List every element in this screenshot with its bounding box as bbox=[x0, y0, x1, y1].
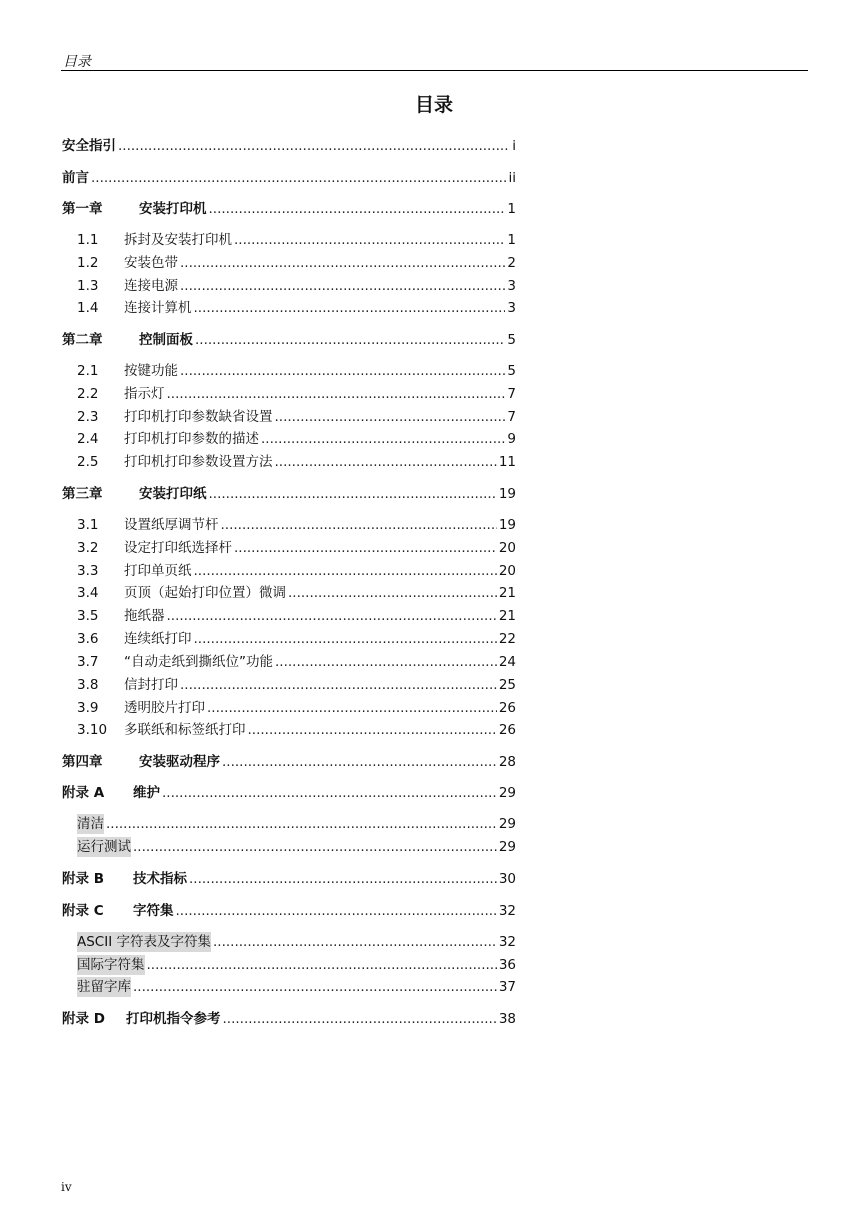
toc-dot-leader bbox=[106, 814, 497, 834]
toc-dot-leader bbox=[234, 230, 505, 250]
toc-entry-title: 连接计算机 bbox=[124, 300, 192, 316]
toc-entry-number: 3.2 bbox=[77, 540, 99, 556]
toc-dot-leader bbox=[180, 361, 505, 381]
toc-entry-title: 设置纸厚调节杆 bbox=[124, 517, 219, 533]
toc-entry-title: 前言 bbox=[62, 170, 89, 186]
toc-dot-leader bbox=[221, 515, 497, 535]
toc-entry-number: 附录 B bbox=[62, 871, 104, 887]
toc-entry-page: 29 bbox=[498, 816, 516, 832]
toc-entry-page: 19 bbox=[498, 486, 516, 502]
toc-entry-number: 2.4 bbox=[77, 431, 99, 447]
toc-entry-page: 26 bbox=[498, 722, 516, 738]
toc-dot-leader bbox=[209, 199, 506, 219]
toc-entry-page: 29 bbox=[498, 785, 516, 801]
toc-dot-leader bbox=[162, 783, 497, 803]
toc-entry-page: 5 bbox=[507, 363, 516, 379]
toc-entry[interactable] bbox=[62, 168, 516, 188]
toc-entry-title: 安装打印纸 bbox=[139, 486, 207, 502]
toc-entry-page: i bbox=[512, 138, 516, 154]
toc-entry-number: 附录 C bbox=[62, 903, 104, 919]
running-header: 目录 bbox=[63, 54, 91, 70]
toc-entry-number: 1.1 bbox=[77, 232, 99, 248]
toc-entry[interactable] bbox=[62, 869, 516, 889]
toc-entry-page: 5 bbox=[507, 332, 516, 348]
toc-dot-leader bbox=[248, 720, 497, 740]
header-rule bbox=[61, 70, 808, 71]
toc-dot-leader bbox=[180, 276, 505, 296]
toc-entry-page: 36 bbox=[498, 957, 516, 973]
toc-entry[interactable] bbox=[62, 484, 516, 504]
toc-entry-number: 3.4 bbox=[77, 585, 99, 601]
toc-entry[interactable] bbox=[62, 361, 516, 381]
toc-entry[interactable] bbox=[62, 298, 516, 318]
toc-dot-leader bbox=[275, 407, 506, 427]
toc-entry[interactable] bbox=[62, 136, 516, 156]
toc-entry[interactable] bbox=[62, 330, 516, 350]
toc-entry-title: 页顶（起始打印位置）微调 bbox=[124, 585, 286, 601]
toc-dot-leader bbox=[234, 538, 497, 558]
toc-entry[interactable] bbox=[62, 698, 516, 718]
toc-entry[interactable] bbox=[62, 720, 516, 740]
toc-entry[interactable] bbox=[62, 606, 516, 626]
toc-entry[interactable] bbox=[62, 932, 516, 952]
toc-entry-number: 2.1 bbox=[77, 363, 99, 379]
toc-entry[interactable] bbox=[62, 629, 516, 649]
toc-entry-page: 11 bbox=[498, 454, 516, 470]
toc-entry[interactable] bbox=[62, 253, 516, 273]
toc-entry-page: 25 bbox=[498, 677, 516, 693]
toc-entry[interactable] bbox=[62, 752, 516, 772]
toc-entry-title: 透明胶片打印 bbox=[124, 700, 205, 716]
toc-entry[interactable] bbox=[62, 538, 516, 558]
toc-entry-page: ii bbox=[508, 170, 516, 186]
toc-entry-number: 3.1 bbox=[77, 517, 99, 533]
toc-dot-leader bbox=[91, 168, 506, 188]
toc-entry-page: 9 bbox=[507, 431, 516, 447]
toc-entry[interactable] bbox=[62, 955, 516, 975]
toc-dot-leader bbox=[167, 606, 497, 626]
toc-entry-title: 字符集 bbox=[133, 903, 174, 919]
toc-entry-number: 1.3 bbox=[77, 278, 99, 294]
toc-entry-number: 1.2 bbox=[77, 255, 99, 271]
toc-dot-leader bbox=[194, 298, 506, 318]
toc-entry-title: “自动走纸到撕纸位”功能 bbox=[124, 654, 273, 670]
toc-entry-number: 2.5 bbox=[77, 454, 99, 470]
toc-dot-leader bbox=[261, 429, 505, 449]
toc-entry[interactable] bbox=[62, 652, 516, 672]
toc-entry[interactable] bbox=[62, 583, 516, 603]
toc-entry-number: 附录 D bbox=[62, 1011, 105, 1027]
toc-entry[interactable] bbox=[62, 515, 516, 535]
toc-entry-title: 清洁 bbox=[77, 816, 104, 832]
toc-entry-number: 3.3 bbox=[77, 563, 99, 579]
toc-entry-title: 打印机打印参数设置方法 bbox=[124, 454, 273, 470]
toc-entry-title: 安全指引 bbox=[62, 138, 116, 154]
toc-entry-page: 3 bbox=[507, 278, 516, 294]
toc-dot-leader bbox=[133, 977, 497, 997]
toc-dot-leader bbox=[207, 698, 497, 718]
footer-page-number: iv bbox=[61, 1180, 72, 1194]
toc-entry-number: 2.2 bbox=[77, 386, 99, 402]
toc-dot-leader bbox=[180, 253, 505, 273]
toc-entry-page: 26 bbox=[498, 700, 516, 716]
toc-entry-title: 维护 bbox=[133, 785, 160, 801]
toc-entry-page: 38 bbox=[498, 1011, 516, 1027]
toc-entry-page: 7 bbox=[507, 409, 516, 425]
toc-entry-title: 拆封及安装打印机 bbox=[124, 232, 232, 248]
toc-dot-leader bbox=[176, 901, 497, 921]
toc-entry-page: 1 bbox=[507, 232, 516, 248]
toc-entry-title: ASCII 字符表及字符集 bbox=[77, 934, 211, 950]
toc-entry-number: 2.3 bbox=[77, 409, 99, 425]
toc-entry-title: 安装色带 bbox=[124, 255, 178, 271]
toc-entry-page: 28 bbox=[498, 754, 516, 770]
toc-entry[interactable] bbox=[62, 276, 516, 296]
toc-entry[interactable] bbox=[62, 901, 516, 921]
toc-entry-number: 3.10 bbox=[77, 722, 108, 738]
toc-entry-number: 第四章 bbox=[62, 754, 103, 770]
toc-dot-leader bbox=[189, 869, 497, 889]
toc-entry-page: 1 bbox=[507, 201, 516, 217]
toc-entry-title: 指示灯 bbox=[124, 386, 165, 402]
toc-dot-leader bbox=[195, 330, 505, 350]
toc-entry-title: 连续纸打印 bbox=[124, 631, 192, 647]
toc-entry-page: 32 bbox=[498, 934, 516, 950]
toc-entry-page: 20 bbox=[498, 540, 516, 556]
toc-dot-leader bbox=[223, 1009, 497, 1029]
toc-dot-leader bbox=[133, 837, 497, 857]
toc-entry-title: 按键功能 bbox=[124, 363, 178, 379]
toc-entry-number: 3.5 bbox=[77, 608, 99, 624]
toc-entry[interactable] bbox=[62, 1009, 516, 1029]
toc-entry-title: 多联纸和标签纸打印 bbox=[124, 722, 246, 738]
toc-entry-number: 3.6 bbox=[77, 631, 99, 647]
toc-entry-number: 第一章 bbox=[62, 201, 103, 217]
toc-entry-title: 控制面板 bbox=[139, 332, 193, 348]
toc-entry-title: 技术指标 bbox=[133, 871, 187, 887]
toc-entry-page: 21 bbox=[498, 585, 516, 601]
toc-entry-title: 信封打印 bbox=[124, 677, 178, 693]
toc-entry[interactable] bbox=[62, 561, 516, 581]
toc-dot-leader bbox=[275, 652, 497, 672]
toc-entry-title: 打印单页纸 bbox=[124, 563, 192, 579]
toc-entry-page: 30 bbox=[498, 871, 516, 887]
toc-entry-title: 国际字符集 bbox=[77, 957, 145, 973]
toc-entry[interactable] bbox=[62, 675, 516, 695]
toc-dot-leader bbox=[288, 583, 497, 603]
toc-entry-title: 打印机打印参数的描述 bbox=[124, 431, 259, 447]
page-title: 目录 bbox=[414, 94, 453, 116]
toc-entry-page: 2 bbox=[507, 255, 516, 271]
toc-entry-page: 21 bbox=[498, 608, 516, 624]
toc-entry[interactable] bbox=[62, 452, 516, 472]
toc-dot-leader bbox=[222, 752, 497, 772]
toc-dot-leader bbox=[213, 932, 497, 952]
toc-entry-number: 1.4 bbox=[77, 300, 99, 316]
toc-entry-title: 驻留字库 bbox=[77, 979, 131, 995]
toc-entry-page: 19 bbox=[498, 517, 516, 533]
toc-entry-title: 打印机指令参考 bbox=[126, 1011, 221, 1027]
toc-dot-leader bbox=[167, 384, 506, 404]
toc-entry-page: 22 bbox=[498, 631, 516, 647]
toc-entry-page: 3 bbox=[507, 300, 516, 316]
toc-entry-title: 运行测试 bbox=[77, 839, 131, 855]
toc-entry-number: 3.9 bbox=[77, 700, 99, 716]
toc-entry-title: 打印机打印参数缺省设置 bbox=[124, 409, 273, 425]
toc-entry-title: 安装打印机 bbox=[139, 201, 207, 217]
toc-entry-page: 32 bbox=[498, 903, 516, 919]
toc-entry-number: 3.8 bbox=[77, 677, 99, 693]
toc-entry[interactable] bbox=[62, 384, 516, 404]
toc-entry[interactable] bbox=[62, 977, 516, 997]
toc-entry[interactable] bbox=[62, 783, 516, 803]
toc-entry-title: 拖纸器 bbox=[124, 608, 165, 624]
toc-entry[interactable] bbox=[62, 407, 516, 427]
toc-entry[interactable] bbox=[62, 230, 516, 250]
toc-dot-leader bbox=[194, 561, 497, 581]
toc-entry[interactable] bbox=[62, 814, 516, 834]
toc-entry-number: 第三章 bbox=[62, 486, 103, 502]
toc-entry-number: 3.7 bbox=[77, 654, 99, 670]
toc-entry-title: 设定打印纸选择杆 bbox=[124, 540, 232, 556]
toc-entry-page: 37 bbox=[498, 979, 516, 995]
toc-entry-page: 24 bbox=[498, 654, 516, 670]
toc-entry-title: 安装驱动程序 bbox=[139, 754, 220, 770]
toc-entry-page: 29 bbox=[498, 839, 516, 855]
toc-entry-title: 连接电源 bbox=[124, 278, 178, 294]
toc-dot-leader bbox=[147, 955, 497, 975]
toc-dot-leader bbox=[275, 452, 497, 472]
toc-entry[interactable] bbox=[62, 837, 516, 857]
toc-entry-number: 附录 A bbox=[62, 785, 105, 801]
toc-entry-number: 第二章 bbox=[62, 332, 103, 348]
toc-dot-leader bbox=[118, 136, 510, 156]
toc-dot-leader bbox=[209, 484, 497, 504]
toc-entry-page: 20 bbox=[498, 563, 516, 579]
toc-dot-leader bbox=[180, 675, 497, 695]
toc-entry-page: 7 bbox=[507, 386, 516, 402]
toc-entry[interactable] bbox=[62, 199, 516, 219]
toc-entry[interactable] bbox=[62, 429, 516, 449]
toc-dot-leader bbox=[194, 629, 497, 649]
